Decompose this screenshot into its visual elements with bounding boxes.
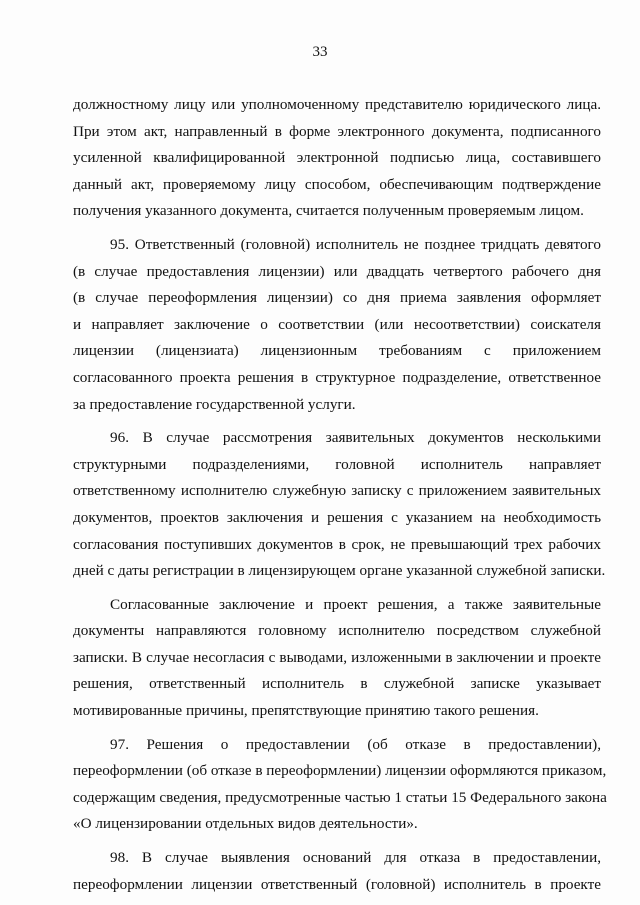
paragraph-96-continued [73, 592, 601, 725]
text-line: переоформлении лицензии ответственный (головной) исполнитель в проекте [73, 875, 601, 893]
text-line: записки. В случае несогласия с выводами, изложенными в заключении и проекте [73, 648, 601, 666]
text-line: мотивированные причины, препятствующие принятию такого решения. [73, 702, 539, 720]
paragraph-98 [73, 845, 601, 898]
text-line: При этом акт, направленный в форме электронного документа, подписанного [73, 122, 601, 140]
text-line: решения, ответственный исполнитель в служебной записке указывает [73, 675, 601, 693]
paragraph-95 [73, 232, 601, 418]
text-line: и направляет заключение о соответствии (или несоответствии) соискателя [73, 315, 601, 333]
text-line: 95. Ответственный (головной) исполнитель не позднее тридцать девятого [110, 235, 601, 253]
text-line: усиленной квалифицированной электронной подписью лица, составившего [73, 149, 601, 167]
text-line: документы направляются головному исполнителю посредством служебной [73, 622, 601, 640]
text-line: данный акт, проверяемому лицу способом, обеспечивающим подтверждение [73, 175, 601, 193]
text-line: содержащим сведения, предусмотренные частью 1 статьи 15 Федерального закона [73, 788, 607, 806]
text-line: «О лицензировании отдельных видов деятельности». [73, 815, 418, 833]
document-body [73, 92, 607, 905]
text-line: согласованного проекта решения в структурное подразделение, ответственное [73, 368, 601, 386]
text-line: (в случае переоформления лицензии) со дня приема заявления оформляет [73, 289, 601, 307]
text-line: переоформлении (об отказе в переоформлении) лицензии оформляются приказом, [73, 762, 607, 780]
text-line: (в случае предоставления лицензии) или двадцать четвертого рабочего дня [73, 262, 601, 280]
text-line: лицензии (лицензиата) лицензионным требованиям с приложением [73, 342, 601, 360]
page-number: 33 [312, 44, 328, 60]
text-line: ответственному исполнителю служебную записку с приложением заявительных [73, 482, 601, 500]
text-line: за предоставление государственной услуги. [73, 395, 356, 413]
paragraph-96 [73, 425, 606, 585]
text-line: 96. В случае рассмотрения заявительных документов несколькими [110, 429, 601, 447]
text-line: 97. Решения о предоставлении (об отказе в предоставлении), [110, 735, 601, 753]
paragraph-97 [73, 732, 607, 838]
paragraph-continuation [73, 92, 601, 225]
text-line: Согласованные заключение и проект решения, а также заявительные [110, 595, 601, 613]
text-line: документов, проектов заключения и решения с указанием на необходимость [73, 508, 601, 526]
text-line: дней с даты регистрации в лицензирующем органе указанной служебной записки. [73, 562, 606, 580]
text-line: получения указанного документа, считается полученным проверяемым лицом. [73, 202, 584, 220]
text-line: 98. В случае выявления оснований для отказа в предоставлении, [110, 849, 601, 867]
text-line: структурными подразделениями, головной исполнитель направляет [73, 455, 601, 473]
text-line: должностному лицу или уполномоченному представителю юридического лица. [73, 96, 601, 113]
text-line: согласования поступивших документов в срок, не превышающий трех рабочих [73, 535, 601, 553]
